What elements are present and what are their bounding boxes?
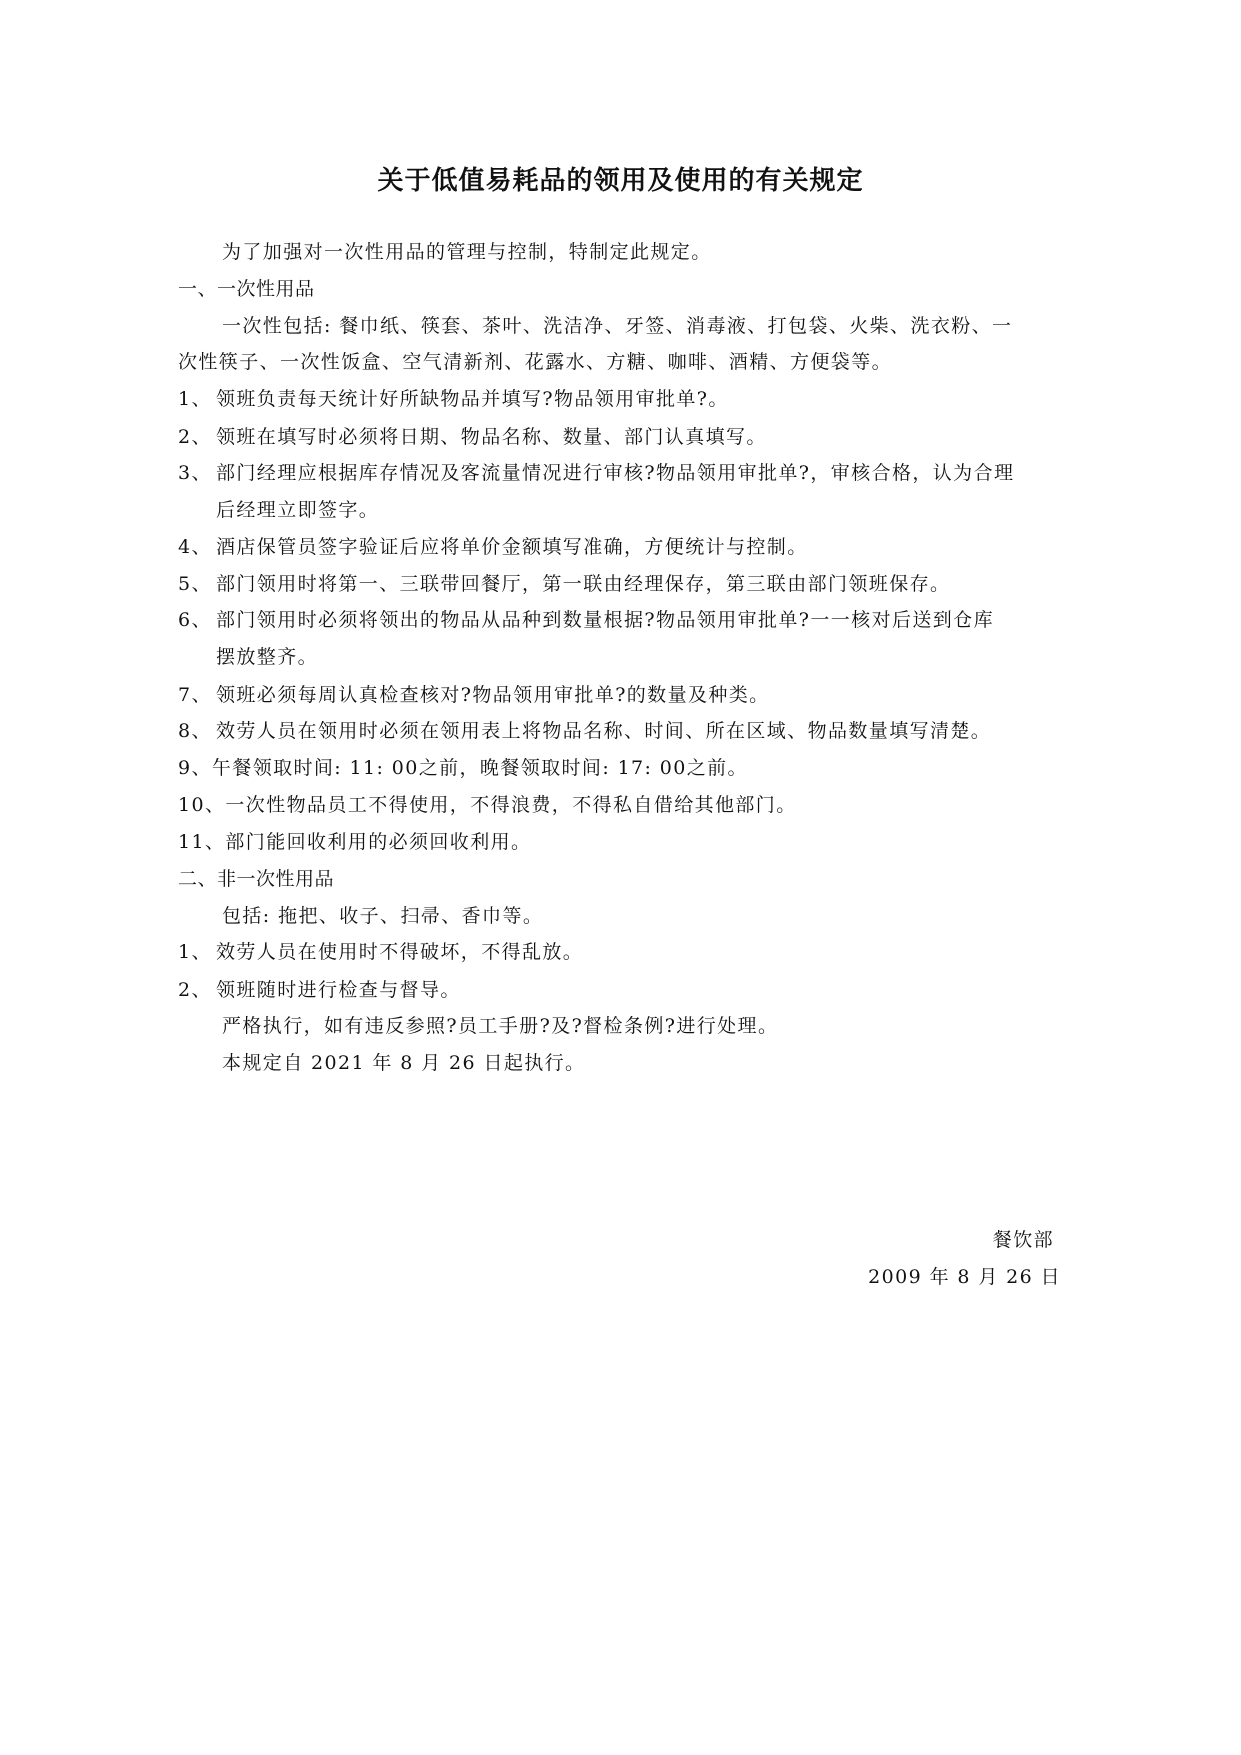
list-item	[178, 792, 1078, 818]
list-item	[178, 386, 1078, 412]
list-item	[178, 571, 1078, 597]
list-item-text: 部门领用时将第一、三联带回餐厅，第一联由经理保存，第三联由部门领班保存。	[216, 573, 951, 595]
list-item	[178, 424, 1078, 450]
list-item	[178, 682, 1078, 708]
signature-date: 2009 年 8 月 26 日	[868, 1266, 1061, 1288]
list-item-text: 部门经理应根据库存情况及客流量情况进行审核?物品领用审批单?，审核合格，认为合理	[216, 462, 1015, 484]
list-item-text: 酒店保管员签字验证后应将单价金额填写准确，方便统计与控制。	[216, 536, 808, 558]
list-item-number: 9、	[178, 757, 212, 779]
list-item	[178, 607, 1078, 633]
list-item-number: 4、	[178, 536, 212, 558]
list-item-number: 2、	[178, 426, 212, 448]
list-item-text: 领班在填写时必须将日期、物品名称、数量、部门认真填写。	[216, 426, 767, 448]
list-item	[178, 939, 1078, 965]
list-item-text: 午餐领取时间: 11: 00之前，晚餐领取时间: 17: 00之前。	[211, 757, 748, 779]
list-item-text: 部门领用时必须将领出的物品从品种到数量根据?物品领用审批单?一一核对后送到仓库	[216, 609, 994, 631]
list-item-number: 6、	[178, 609, 212, 631]
list-item-number: 3、	[178, 462, 212, 484]
section2-desc: 包括: 拖把、收子、扫帚、香巾等。	[222, 905, 544, 927]
list-item-continuation: 后经理立即签字。	[216, 499, 380, 521]
list-item	[178, 718, 1078, 744]
closing-paragraph-2: 本规定自 2021 年 8 月 26 日起执行。	[222, 1052, 586, 1074]
list-item-number: 1、	[178, 941, 212, 963]
list-item-number: 7、	[178, 684, 212, 706]
list-item-text: 领班随时进行检查与督导。	[216, 979, 461, 1001]
signature-dept: 餐饮部	[992, 1229, 1054, 1251]
intro-paragraph: 为了加强对一次性用品的管理与控制，特制定此规定。	[222, 241, 712, 263]
list-item-text: 一次性物品员工不得使用，不得浪费，不得私自借给其他部门。	[225, 794, 797, 816]
list-item-number: 1、	[178, 388, 212, 410]
list-item-text: 部门能回收利用的必须回收利用。	[225, 831, 532, 853]
list-item-text: 领班负责每天统计好所缺物品并填写?物品领用审批单?。	[216, 388, 729, 410]
list-item-number: 10、	[178, 794, 226, 816]
section2-heading: 二、非一次性用品	[178, 868, 335, 890]
list-item	[178, 460, 1078, 486]
section1-heading: 一、一次性用品	[178, 278, 315, 300]
list-item-number: 2、	[178, 979, 212, 1001]
list-item	[178, 755, 1078, 781]
list-item	[178, 534, 1078, 560]
document-title: 关于低值易耗品的领用及使用的有关规定	[377, 166, 864, 196]
list-item-text: 领班必须每周认真检查核对?物品领用审批单?的数量及种类。	[216, 684, 770, 706]
list-item-number: 5、	[178, 573, 212, 595]
closing-paragraph-1: 严格执行，如有违反参照?员工手册?及?督检条例?进行处理。	[222, 1015, 779, 1037]
list-item	[178, 829, 1078, 855]
list-item-text: 效劳人员在领用时必须在领用表上将物品名称、时间、所在区域、物品数量填写清楚。	[216, 720, 992, 742]
list-item	[178, 977, 1078, 1003]
section1-desc-line2: 次性筷子、一次性饭盒、空气清新剂、花露水、方糖、咖啡、酒精、方便袋等。	[178, 351, 893, 373]
list-item-number: 11、	[178, 831, 226, 853]
list-item-text: 效劳人员在使用时不得破坏，不得乱放。	[216, 941, 584, 963]
list-item-continuation: 摆放整齐。	[216, 646, 319, 668]
section1-desc-line1: 一次性包括: 餐巾纸、筷套、茶叶、洗洁净、牙签、消毒液、打包袋、火柴、洗衣粉、一	[222, 315, 1013, 337]
list-item-number: 8、	[178, 720, 212, 742]
